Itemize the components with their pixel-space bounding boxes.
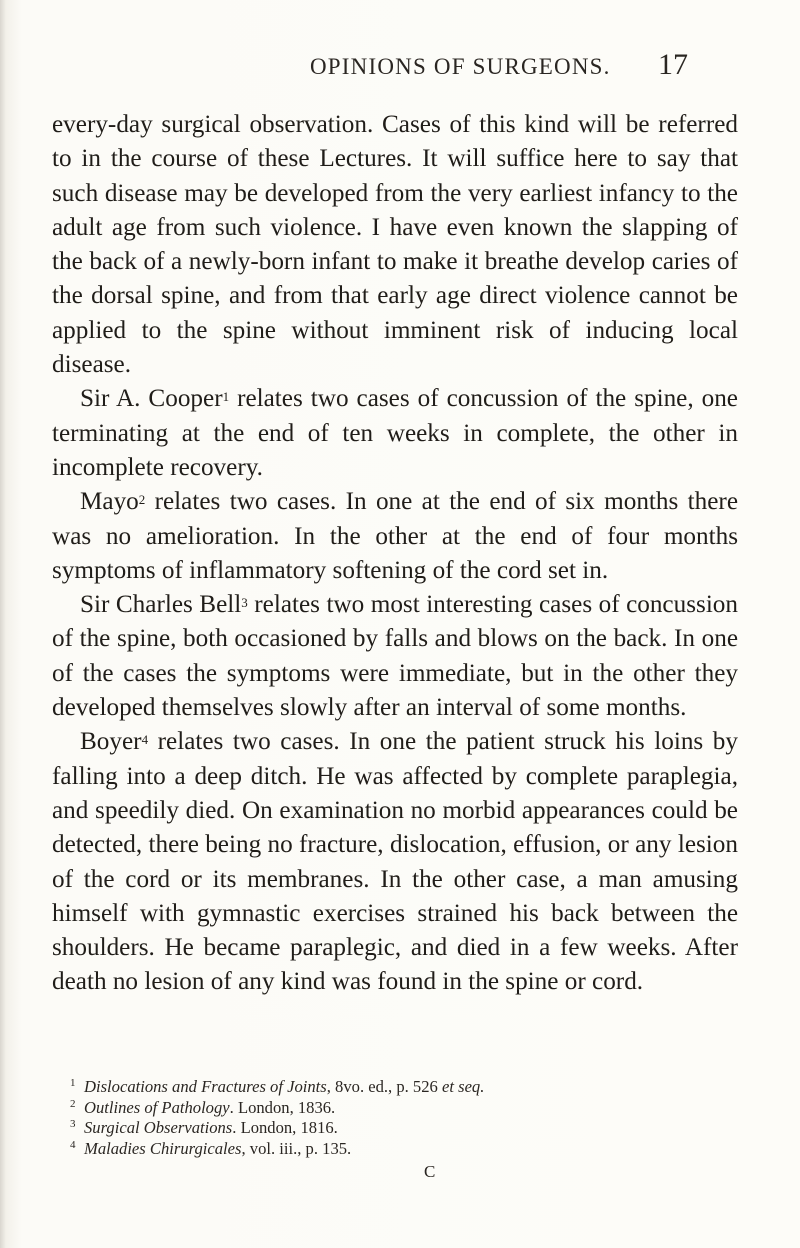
footnote-title: Dislocations and Fractures of Joints xyxy=(84,1077,327,1096)
footnote-number: 2 xyxy=(70,1097,76,1110)
footnote-title: Outlines of Pathology xyxy=(84,1097,230,1117)
footnotes xyxy=(56,1077,746,1159)
running-title: OPINIONS OF SURGEONS. xyxy=(310,54,611,79)
footnote-detail: , 8vo. ed., p. 526 xyxy=(326,1077,442,1096)
footnote-ref: 4 xyxy=(141,732,149,748)
footnote-ref: 2 xyxy=(138,492,146,508)
footnote-detail: , vol. iii., p. 135. xyxy=(241,1138,352,1158)
author-name: Sir Charles Bell xyxy=(80,591,242,619)
signature-mark: C xyxy=(424,1162,436,1181)
paragraph-3 xyxy=(52,485,738,588)
paragraph-text: relates two most interesting cases of concussion of the spine, both occasioned by falls and blows on the back. In one of the cases the symptoms were immediate, but in the other they developed themselves slowly after an interval of some months. xyxy=(52,591,738,722)
author-name: Sir A. Cooper xyxy=(80,385,223,413)
paragraph-text: relates two cases. In one at the end of six months there was no amelioration. In the other at the end of four months symptoms of inflammatory softening of the cord set in. xyxy=(52,488,738,584)
paragraph-4 xyxy=(52,588,738,725)
page-header xyxy=(0,48,800,94)
author-name: Mayo xyxy=(80,488,139,516)
footnote-suffix: et seq. xyxy=(441,1077,485,1096)
footnote-title: Maladies Chirurgicales xyxy=(84,1138,242,1158)
footnote-1 xyxy=(56,1077,746,1098)
body-text xyxy=(52,108,738,1000)
footnote-number: 4 xyxy=(70,1138,76,1151)
author-name: Boyer xyxy=(80,728,142,756)
page-number: 17 xyxy=(658,48,688,81)
paragraph-5 xyxy=(52,725,738,999)
paragraph-1: every-day surgical observation. Cases of this kind will be referred to in the course of these Lectures. It will suffice here to say that such disease may be developed from the very earliest infancy to the adult age from such violence. I have even known the slapping of the back of a newly-born infant to make it breathe develop caries of the dorsal spine, and from that early age direct violence cannot be applied to the spine without imminent risk of inducing local disease. xyxy=(52,111,738,379)
footnote-ref: 3 xyxy=(241,595,248,611)
paragraph-text: relates two cases of concussion of the spine, one terminating at the end of ten weeks in complete, the other in incomplete recovery. xyxy=(52,385,738,481)
footnote-ref: 1 xyxy=(222,389,230,405)
paragraph-2 xyxy=(52,382,738,485)
footnote-number: 1 xyxy=(70,1077,76,1089)
footnote-4 xyxy=(56,1139,746,1160)
footnote-3 xyxy=(56,1118,746,1139)
footnote-detail: . London, 1816. xyxy=(232,1118,338,1138)
footnote-2 xyxy=(56,1098,746,1119)
footnote-detail: . London, 1836. xyxy=(229,1097,336,1117)
footnote-number: 3 xyxy=(70,1118,76,1131)
paragraph-text: relates two cases. In one the patient struck his loins by falling into a deep ditch. He was affected by complete paraplegia, and speedily died. On examination no morbid appearances could be detected, there being no fracture, dislocation, effusion, or any lesion of the cord or its membranes. In the other case, a man amusing himself with gymnastic exercises strained his back between the shoulders. He became paraplegic, and died in a few weeks. After death no lesion of any kind was found in the spine or cord. xyxy=(52,728,738,996)
footnote-title: Surgical Observations xyxy=(84,1118,233,1138)
